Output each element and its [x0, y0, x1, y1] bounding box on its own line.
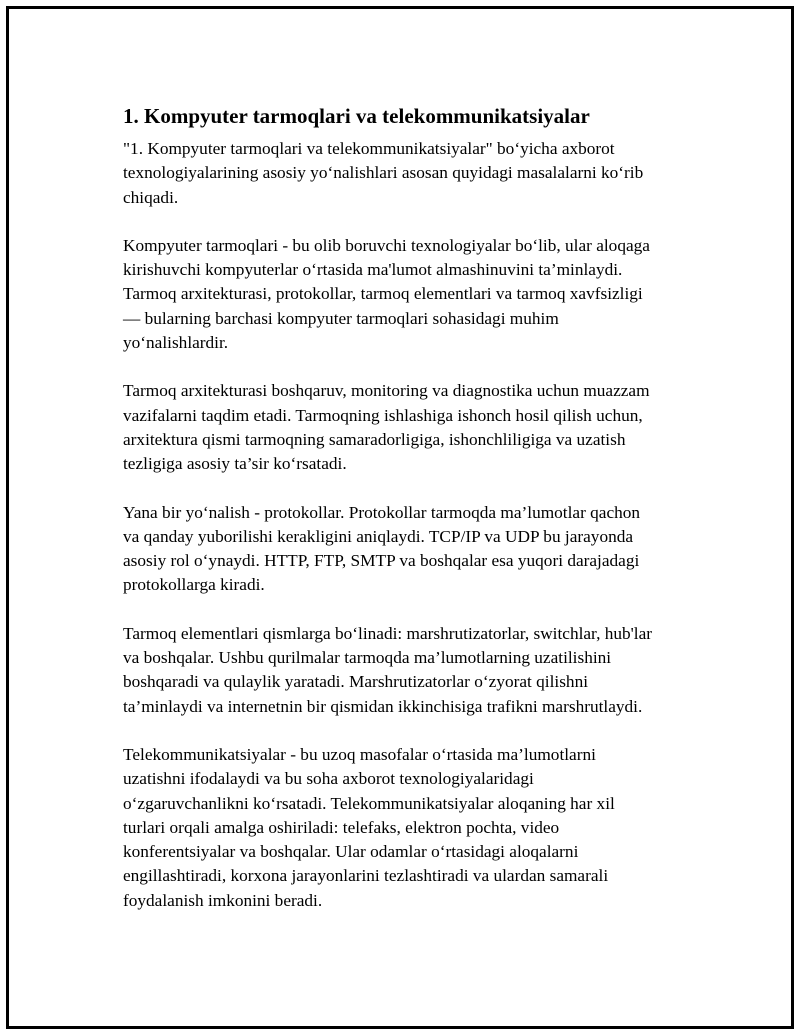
paragraph-line: chiqadi.	[123, 187, 179, 207]
paragraph-line: vazifalarni taqdim etadi. Tarmoqning ishlashiga ishonch hosil qilish uchun,	[123, 405, 643, 425]
paragraph-list	[123, 137, 695, 913]
paragraph-line: Kompyuter tarmoqlari - bu olib boruvchi texnologiyalar bo‘lib, ular aloqaga	[123, 235, 650, 255]
paragraph	[123, 234, 695, 355]
paragraph	[123, 379, 695, 476]
paragraph-line: Tarmoq elementlari qismlarga bo‘linadi: marshrutizatorlar, switchlar, hub'lar	[123, 623, 653, 643]
paragraph-line: va qanday yuborilishi kerakligini aniqlaydi. TCP/IP va UDP bu jarayonda	[123, 526, 634, 546]
paragraph-line: va boshqalar. Ushbu qurilmalar tarmoqda ma’lumotlarning uzatilishini	[123, 648, 612, 668]
paragraph-line: kirishuvchi kompyuterlar o‘rtasida ma'lumot almashinuvini ta’minlaydi.	[123, 260, 623, 280]
paragraph-line: Tarmoq arxitekturasi, protokollar, tarmoq elementlari va tarmoq xavfsizligi	[123, 284, 643, 304]
paragraph-line: foydalanish imkonini beradi.	[123, 890, 323, 910]
paragraph-line: tezligiga asosiy ta’sir ko‘rsatadi.	[123, 454, 347, 474]
paragraph-line: turlari orqali amalga oshiriladi: telefaks, elektron pochta, video	[123, 817, 560, 837]
document-body	[123, 103, 695, 937]
paragraph	[123, 137, 695, 210]
page-frame	[6, 6, 794, 1029]
paragraph-line: "1. Kompyuter tarmoqlari va telekommunikatsiyalar" bo‘yicha axborot	[123, 139, 615, 158]
paragraph-line: konferentsiyalar va boshqalar. Ular odamlar o‘rtasidagi aloqalarni	[123, 842, 579, 862]
paragraph-line: uzatishni ifodalaydi va bu soha axborot texnologiyalaridagi	[123, 769, 534, 789]
paragraph-line: Yana bir yo‘nalish - protokollar. Protokollar tarmoqda ma’lumotlar qachon	[123, 502, 641, 522]
paragraph-line: o‘zgaruvchanlikni ko‘rsatadi. Telekommunikatsiyalar aloqaning har xil	[123, 793, 615, 813]
paragraph-line: arxitektura qismi tarmoqning samaradorligiga, ishonchliligiga va uzatish	[123, 429, 626, 449]
paragraph-line: Telekommunikatsiyalar - bu uzoq masofalar o‘rtasida ma’lumotlarni	[123, 744, 596, 764]
paragraph-line: asosiy rol o‘ynaydi. HTTP, FTP, SMTP va boshqalar esa yuqori darajadagi	[123, 551, 640, 571]
paragraph-line: yo‘nalishlardir.	[123, 333, 229, 353]
paragraph-line: engillashtiradi, korxona jarayonlarini tezlashtiradi va ulardan samarali	[123, 866, 609, 886]
paragraph-line: ta’minlaydi va internetnin bir qismidan ikkinchisiga trafikni marshrutlaydi.	[123, 696, 643, 716]
document-title: 1. Kompyuter tarmoqlari va telekommunikatsiyalar	[123, 104, 590, 128]
paragraph-line: boshqaradi va qulaylik yaratadi. Marshrutizatorlar o‘zyorat qilishni	[123, 672, 589, 692]
paragraph	[123, 501, 695, 598]
paragraph	[123, 622, 695, 719]
paragraph	[123, 743, 695, 913]
paragraph-line: Tarmoq arxitekturasi boshqaruv, monitoring va diagnostika uchun muazzam	[123, 381, 650, 401]
paragraph-line: texnologiyalarining asosiy yo‘nalishlari asosan quyidagi masalalarni ko‘rib	[123, 163, 644, 183]
paragraph-line: — bularning barchasi kompyuter tarmoqlari sohasidagi muhim	[123, 308, 559, 328]
paragraph-line: protokollarga kiradi.	[123, 575, 265, 595]
